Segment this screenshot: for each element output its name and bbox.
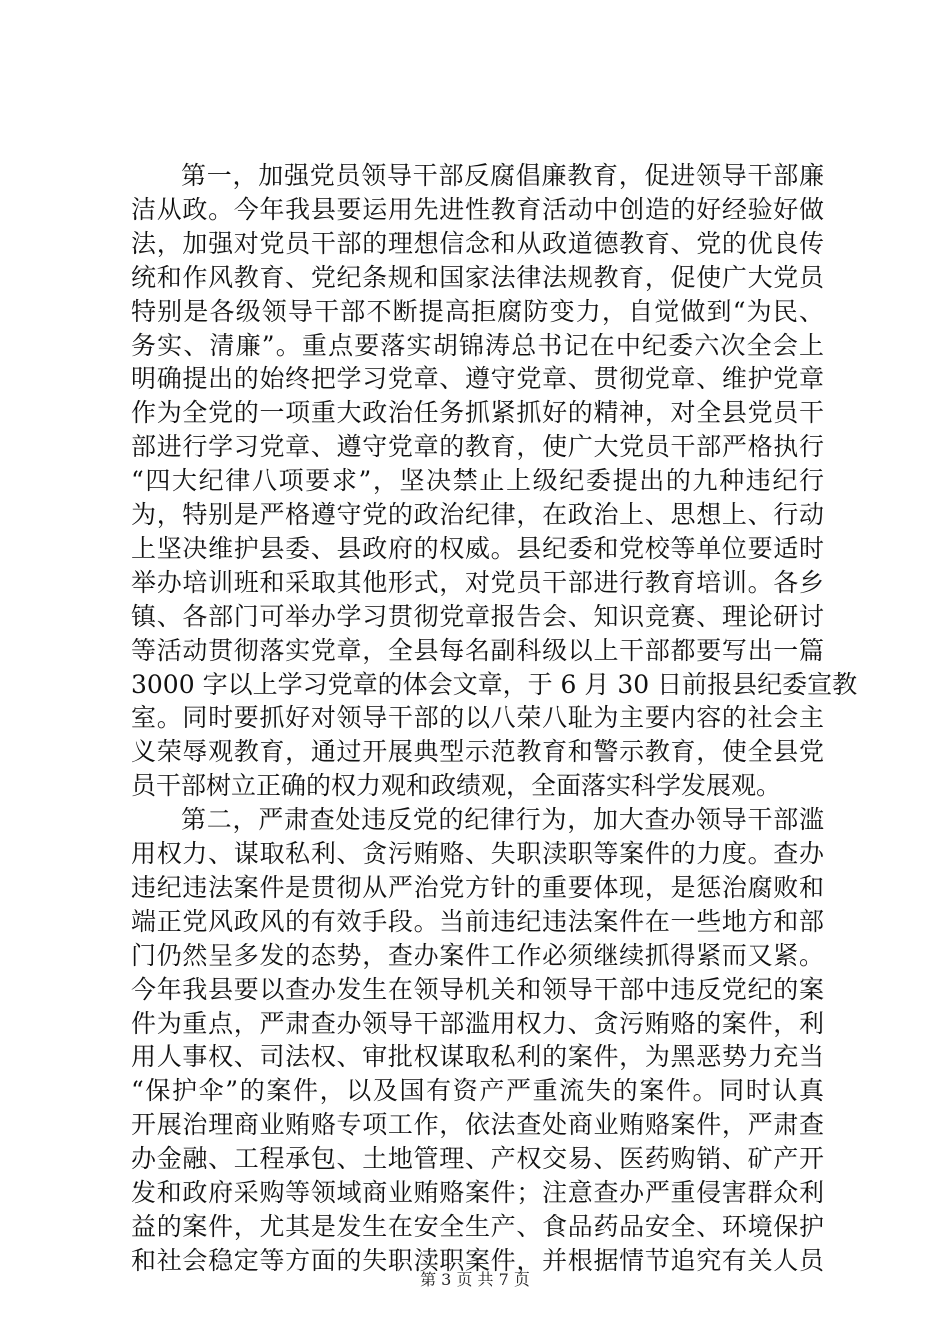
text-line: “保护伞”的案件，以及国有资产严重流失的案件。同时认真: [131, 1076, 824, 1105]
text-line: 作为全党的一项重大政治任务抓紧抓好的精神，对全县党员干: [131, 398, 824, 427]
text-line: 室。同时要抓好对领导干部的以八荣八耻为主要内容的社会主: [131, 703, 824, 732]
page-footer: 第 3 页 共 7 页: [420, 1270, 530, 1289]
text-line: 违纪违法案件是贯彻从严治党方针的重要体现，是惩治腐败和: [131, 873, 824, 902]
text-line: 益的案件，尤其是发生在安全生产、食品药品安全、环境保护: [131, 1212, 824, 1241]
text-line: 明确提出的始终把学习党章、遵守党章、贯彻党章、维护党章: [131, 364, 824, 393]
text-line: 端正党风政风的有效手段。当前违纪违法案件在一些地方和部: [131, 907, 824, 936]
text-line: 统和作风教育、党纪条规和国家法律法规教育，促使广大党员: [131, 263, 824, 292]
paragraph-start-line: 第二，严肃查处违反党的纪律行为，加大查办领导干部滥: [181, 805, 824, 834]
text-line: 件为重点，严肃查办领导干部滥用权力、贪污贿赂的案件，利: [131, 1009, 824, 1038]
text-line: 法，加强对党员干部的理想信念和从政道德教育、党的优良传: [131, 229, 824, 258]
text-line: 镇、各部门可举办学习贯彻党章报告会、知识竞赛、理论研讨: [131, 602, 824, 631]
text-line: 洁从政。今年我县要运用先进性教育活动中创造的好经验好做: [131, 195, 824, 224]
text-line: 3000 字以上学习党章的体会文章，于 6 月 30 日前报县纪委宣教: [131, 670, 858, 699]
text-line: 开展治理商业贿赂专项工作，依法查处商业贿赂案件，严肃查: [131, 1110, 824, 1139]
text-line: 门仍然呈多发的态势，查办案件工作必须继续抓得紧而又紧。: [131, 941, 824, 970]
text-line: 务实、清廉”。重点要落实胡锦涛总书记在中纪委六次全会上: [131, 331, 824, 360]
text-line: 办金融、工程承包、土地管理、产权交易、医药购销、矿产开: [131, 1144, 824, 1173]
text-line: 等活动贯彻落实党章，全县每名副科级以上干部都要写出一篇: [131, 636, 824, 665]
text-line: 用权力、谋取私利、贪污贿赂、失职渎职等案件的力度。查办: [131, 839, 824, 868]
text-line: 和社会稳定等方面的失职渎职案件，并根据情节追究有关人员: [131, 1246, 824, 1275]
text-line: 发和政府采购等领域商业贿赂案件；注意查办严重侵害群众利: [131, 1178, 824, 1207]
text-line: 员干部树立正确的权力观和政绩观，全面落实科学发展观。: [131, 771, 782, 800]
text-line: 用人事权、司法权、审批权谋取私利的案件，为黑恶势力充当: [131, 1042, 824, 1071]
text-line: 义荣辱观教育，通过开展典型示范教育和警示教育，使全县党: [131, 737, 824, 766]
text-line: 特别是各级领导干部不断提高拒腐防变力，自觉做到“为民、: [131, 297, 824, 326]
text-line: “四大纪律八项要求”，坚决禁止上级纪委提出的九种违纪行: [131, 466, 824, 495]
text-line: 举办培训班和采取其他形式，对党员干部进行教育培训。各乡: [131, 568, 824, 597]
text-line: 部进行学习党章、遵守党章的教育，使广大党员干部严格执行: [131, 432, 824, 461]
text-line: 为，特别是严格遵守党的政治纪律，在政治上、思想上、行动: [131, 500, 824, 529]
text-line: 今年我县要以查办发生在领导机关和领导干部中违反党纪的案: [131, 975, 824, 1004]
text-line: 上坚决维护县委、县政府的权威。县纪委和党校等单位要适时: [131, 534, 824, 563]
paragraph-start-line: 第一，加强党员领导干部反腐倡廉教育，促进领导干部廉: [181, 161, 824, 190]
